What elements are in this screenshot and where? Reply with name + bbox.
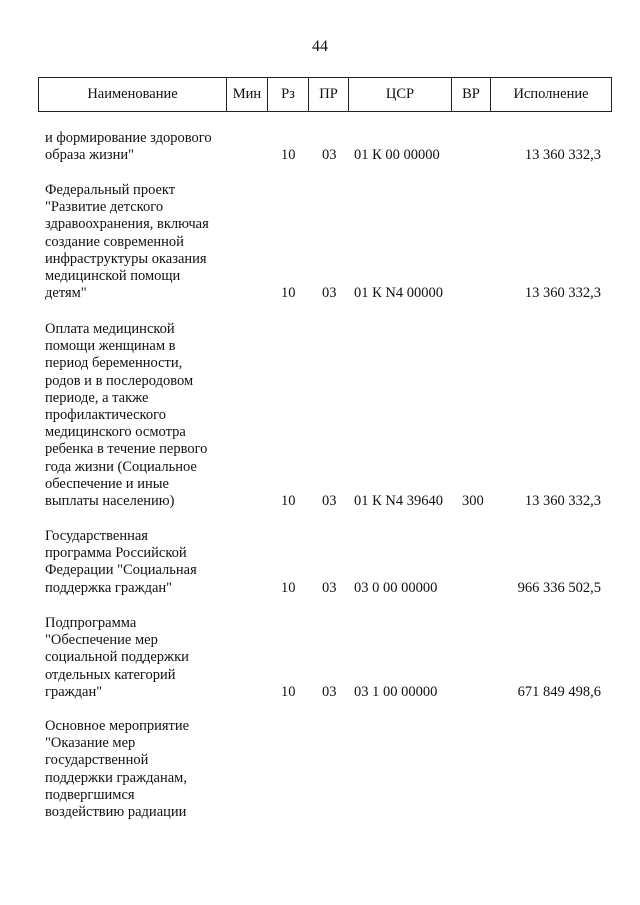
row-name: Федеральный проект "Развитие детского здравоохранения, включая создание современной инфраструктуры оказания медицинской помощи детям" <box>45 182 209 302</box>
row-csr: 03 1 00 00000 <box>354 684 438 700</box>
row-name: и формирование здорового образа жизни" <box>45 130 212 164</box>
table-header <box>38 77 612 112</box>
row-name: Государственная программа Российской Федерации "Социальная поддержка граждан" <box>45 528 197 596</box>
row-pr: 03 <box>322 580 337 596</box>
row-name: Подпрограмма "Обеспечение мер социальной поддержки отдельных категорий граждан" <box>45 615 189 700</box>
header-rz: Рз <box>268 78 309 111</box>
row-csr: 01 К N4 00000 <box>354 285 444 301</box>
row-name: Оплата медицинской помощи женщинам в период беременности, родов и в послеродовом периоде, а также профилактического медицинского осмотра ребенка в течение первого года жизни (Социальное обеспечение и иные выплаты населению) <box>45 321 208 510</box>
row-rz: 10 <box>281 493 296 509</box>
page-number: 44 <box>312 38 328 55</box>
row-name: Основное мероприятие "Оказание мер государственной поддержки гражданам, подвергшимся воздействию радиации <box>45 718 190 821</box>
row-rz: 10 <box>281 684 296 700</box>
header-isp: Исполнение <box>513 86 589 102</box>
header-name: Наименование <box>39 78 227 111</box>
header-vr: ВР <box>452 78 491 111</box>
row-csr: 01 К 00 00000 <box>354 147 440 163</box>
row-pr: 03 <box>322 684 337 700</box>
row-rz: 10 <box>281 285 296 301</box>
row-rz: 10 <box>281 147 296 163</box>
row-isp: 13 360 332,3 <box>524 493 601 509</box>
row-csr: 03 0 00 00000 <box>354 580 438 596</box>
header-min: Мин <box>227 78 268 111</box>
header-csr: ЦСР <box>349 78 452 111</box>
header-pr: ПР <box>309 78 349 111</box>
row-isp: 13 360 332,3 <box>524 285 601 301</box>
row-isp: 13 360 332,3 <box>524 147 601 163</box>
row-pr: 03 <box>322 285 337 301</box>
row-vr: 300 <box>462 493 484 509</box>
row-rz: 10 <box>281 580 296 596</box>
row-isp: 671 849 498,6 <box>517 684 601 700</box>
row-pr: 03 <box>322 493 337 509</box>
row-isp: 966 336 502,5 <box>517 580 601 596</box>
row-pr: 03 <box>322 147 337 163</box>
row-csr: 01 К N4 39640 <box>354 493 444 509</box>
